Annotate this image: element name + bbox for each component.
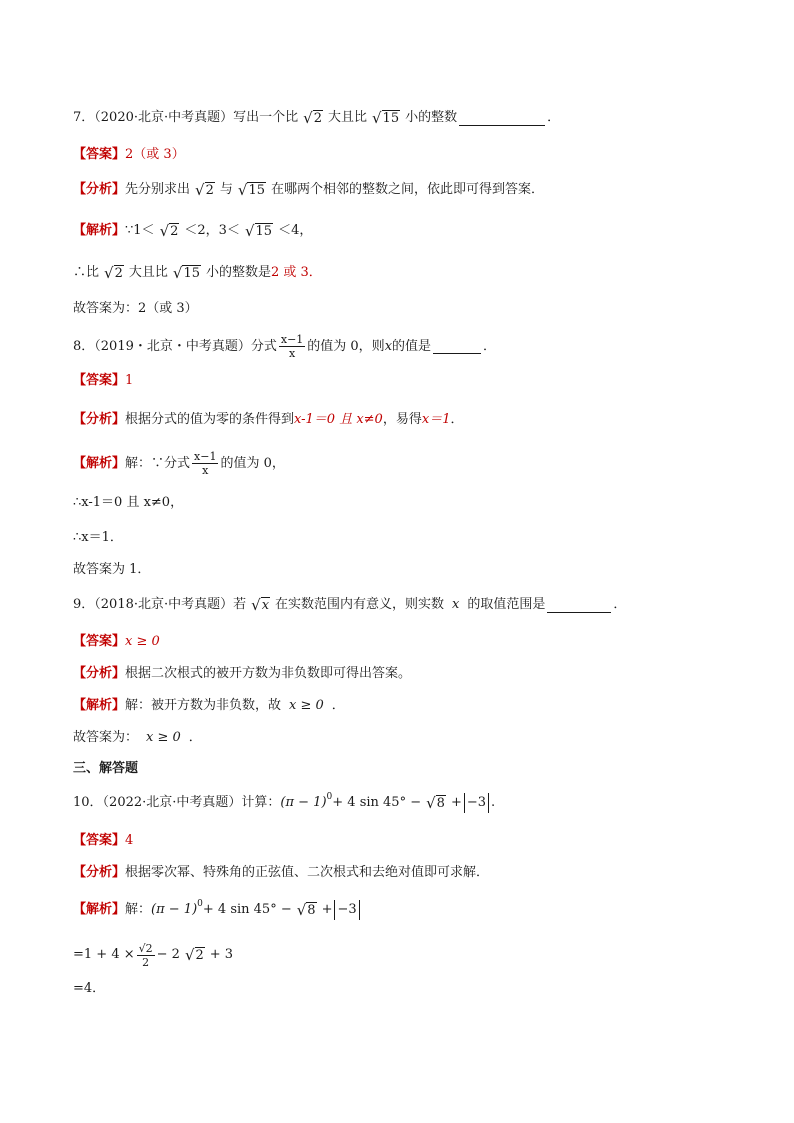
q8-solution-2: ∴x-1＝0 且 x≠0， [73, 495, 184, 510]
q7-stem: 7．（2020·北京·中考真题）写出一个比 √ 2 大且比 √ 15 小的整数 ． [73, 109, 561, 127]
analysis-tag: 【分析】 [73, 182, 126, 197]
q8-solution-3: ∴x＝1． [73, 530, 123, 545]
q9-final: 故答案为： x ≥ 0 ． [73, 730, 202, 745]
solution-tag: 【解析】 [73, 455, 126, 471]
q8-final: 故答案为 1． [73, 562, 151, 577]
solution-tag: 【解析】 [73, 223, 126, 238]
solution-tag: 【解析】 [73, 902, 126, 917]
sqrt-15: √ 15 [371, 109, 400, 127]
q9-answer: 【答案】 x ≥ 0 [73, 632, 160, 652]
q8-stem: 8．（2019・北京・中考真题）分式 $\frac{x-1}{x}$ 的值为 0，则 x 的值是 ． [73, 333, 497, 360]
sqrt-x: √ x [251, 596, 270, 614]
q7-final: 故答案为：2（或 3） [73, 301, 198, 316]
answer-blank [459, 111, 545, 126]
q8-answer: 【答案】 1 [73, 371, 133, 391]
analysis-tag: 【分析】 [73, 666, 126, 681]
q9-stem: 9．（2018·北京·中考真题）若 √ x 在实数范围内有意义，则实数 x 的取值范围是 ． [73, 596, 627, 614]
q9-analysis: 【分析】 根据二次根式的被开方数为非负数即可得出答案。 [73, 664, 411, 684]
sqrt-2: √ 2 [303, 109, 322, 127]
section-heading: 三、解答题 [73, 761, 139, 776]
answer-blank [547, 598, 611, 613]
answer-tag: 【答案】 [73, 833, 126, 848]
fraction: $\frac{x-1}{x}$ [280, 333, 304, 360]
analysis-tag: 【分析】 [73, 865, 126, 880]
q7-solution: 【解析】 ∵1＜ √ 2 ＜2，3＜ √ 15 ＜4， [73, 222, 313, 240]
q8-analysis: 【分析】 根据分式的值为零的条件得到 x-1＝0 且 x≠0 ，易得 x＝1 ． [73, 410, 463, 430]
q10-step-1: =1 + 4 × $\frac{√2}{2}$ − 2 √ 2 + 3 [73, 941, 234, 969]
q10-solution: 【解析】 解： (π − 1) 0 + 4 sin 45° − √ 8 + −3 [73, 900, 362, 920]
q10-stem: 10．（2022·北京·中考真题）计算： (π − 1) 0 + 4 sin 45° − √ 8 + −3 . [73, 792, 496, 812]
answer-blank [433, 339, 481, 354]
q8-solution: 【解析】 解：∵分式 $\frac{x-1}{x}$ 的值为 0， [73, 450, 285, 477]
answer-tag: 【答案】 [73, 147, 126, 162]
q7-analysis: 【分析】 先分别求出 √ 2 与 √ 15 在哪两个相邻的整数之间，依此即可得到答案． [73, 181, 545, 199]
q7-solution-2: ∴比 √ 2 大且比 √ 15 小的整数是 2 或 3． [73, 264, 322, 282]
q10-analysis: 【分析】 根据零次幂、特殊角的正弦值、二次根式和去绝对值即可求解． [73, 863, 489, 883]
q10-step-2: =4． [73, 981, 106, 996]
solution-tag: 【解析】 [73, 698, 126, 713]
q7-answer: 【答案】 2（或 3） [73, 145, 185, 165]
q10-answer: 【答案】 4 [73, 831, 133, 851]
answer-tag: 【答案】 [73, 373, 126, 388]
q9-solution: 【解析】 解：被开方数为非负数，故 x ≥ 0 ． [73, 696, 345, 716]
answer-tag: 【答案】 [73, 634, 126, 649]
analysis-tag: 【分析】 [73, 412, 126, 427]
